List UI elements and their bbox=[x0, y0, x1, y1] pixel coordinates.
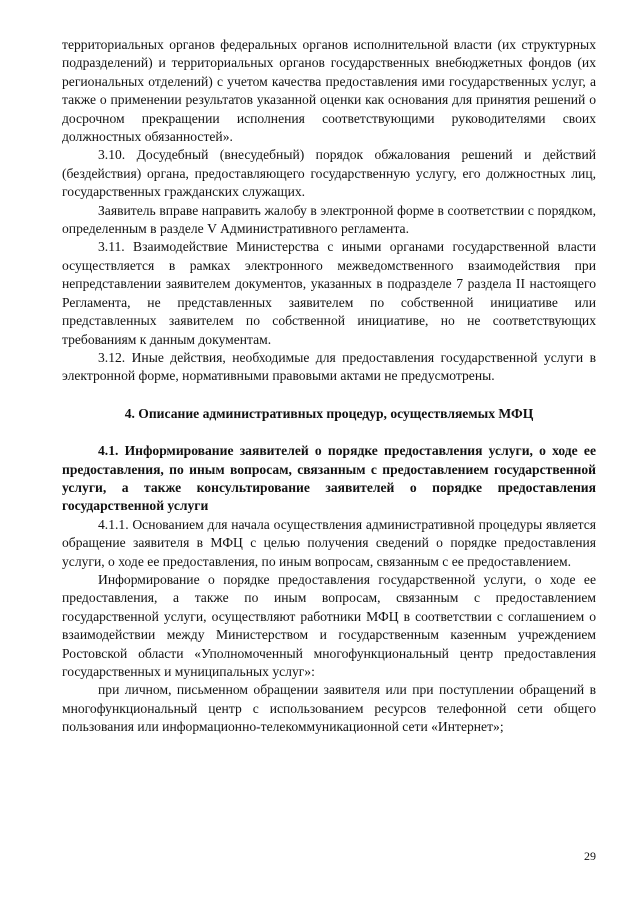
section-heading: 4. Описание административных процедур, осуществляемых МФЦ bbox=[124, 405, 534, 421]
paragraph-personal-request: при личном, письменном обращении заявителя или при поступлении обращений в многофункциональный центр с использованием ресурсов телефонной сети общего пользования или информационно-телекоммуникационной сети «Интернет»; bbox=[62, 682, 596, 735]
page-body bbox=[62, 36, 596, 737]
paragraph-informing: Информирование о порядке предоставления государственной услуги, о ходе ее предоставления, а также по иным вопросам, связанным с предоставлением государственной услуги, осуществляют работники МФЦ в соответствии с соглашением о взаимодействии между Министерством и государственным казенным учреждением Ростовской области «Уполномоченный многофункциональный центр предоставления государственных и муниципальных услуг»: bbox=[62, 571, 596, 679]
paragraph-complaint: Заявитель вправе направить жалобу в электронной форме в соответствии с порядком, определенным в разделе V Административного регламента. bbox=[62, 202, 596, 237]
paragraph-3-11: 3.11. Взаимодействие Министерства с иными органами государственной власти осуществляется в рамках электронного межведомственного взаимодействия при непредставлении заявителем документов, указанных в подразделе 7 раздела II настоящего Регламента, не представленных заявителем по собственной инициативе или представленных заявителем по собственной инициативе, но не соответствующих требованиям к данным документам. bbox=[62, 239, 596, 347]
paragraph-3-10: 3.10. Досудебный (внесудебный) порядок обжалования решений и действий (бездействия) органа, предоставляющего государственную услугу, его должностных лиц, государственных гражданских служащих. bbox=[62, 147, 596, 200]
paragraph-continuation: территориальных органов федеральных органов исполнительной власти (их структурных подразделений) и территориальных органов государственных внебюджетных фондов (их региональных отделений) с учетом качества предоставления ими государственных услуг, а также о применении результатов указанной оценки как основания для принятия решений о досрочном прекращении исполнения соответствующими руководителями своих должностных обязанностей». bbox=[62, 37, 596, 145]
page-number: 29 bbox=[584, 849, 596, 863]
paragraph-3-12: 3.12. Иные действия, необходимые для предоставления государственной услуги в электронной форме, нормативными правовыми актами не предусмотрены. bbox=[62, 349, 596, 384]
paragraph-4-1-1: 4.1.1. Основанием для начала осуществления административной процедуры является обращение заявителя в МФЦ с целью получения сведений о порядке предоставления услуги, о ходе ее предоставления, по иным вопросам, связанным с ее предоставлением. bbox=[62, 516, 596, 569]
subsection-heading: 4.1. Информирование заявителей о порядке предоставления услуги, о ходе ее предоставления, по иным вопросам, связанным с предоставлением государственной услуги, а также консультирование заявителей о порядке предоставления государственной услуги bbox=[62, 443, 596, 514]
